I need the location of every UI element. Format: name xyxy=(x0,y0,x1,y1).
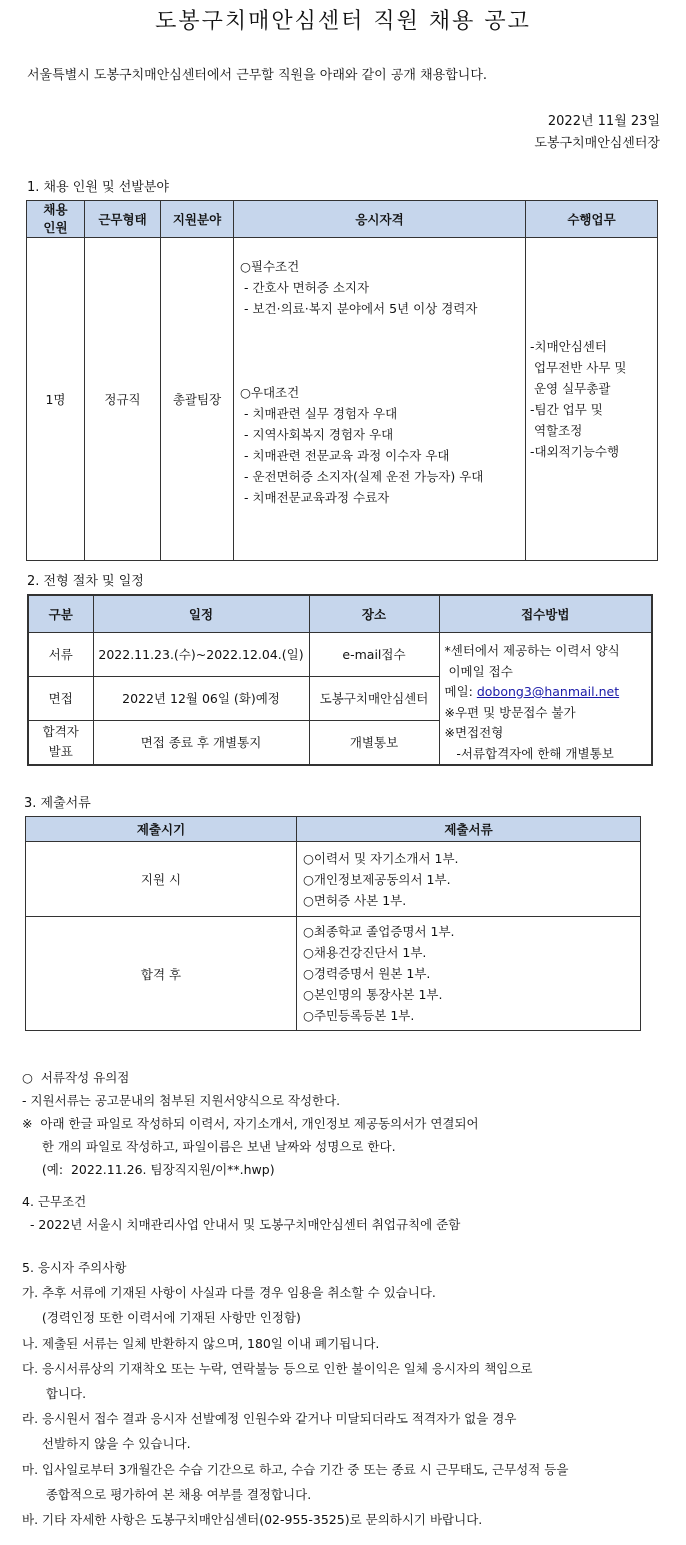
caution-line: 종합적으로 평가하여 본 채용 여부를 결정합니다. xyxy=(22,1486,312,1502)
notice-date: 2022년 11월 23일 xyxy=(547,114,660,129)
header-method: 접수방법 xyxy=(439,595,652,633)
caution-line: (경력인정 또한 이력서에 기재된 사항만 인정함) xyxy=(22,1310,301,1326)
doc-item: ○주민등록등본 1부. xyxy=(303,1008,415,1023)
caution-line: 합니다. xyxy=(22,1386,87,1402)
qual-line: - 치매관련 실무 경험자 우대 xyxy=(240,406,398,421)
header-count: 채용 인원 xyxy=(27,201,85,238)
note-line: (예: 2022.11.26. 팀장직지원/이**.hwp) xyxy=(22,1162,275,1177)
duty-line: 역할조정 xyxy=(530,423,583,438)
duty-line: 업무전반 사무 및 xyxy=(530,360,627,375)
section4 xyxy=(22,1190,460,1236)
intro-text: 서울특별시 도봉구치매안심센터에서 근무할 직원을 아래와 같이 공개 채용합니다. xyxy=(27,68,488,83)
doc-item: ○개인정보제공동의서 1부. xyxy=(303,871,451,887)
caution-line: 나. 제출된 서류는 일체 반환하지 않으며, 180일 이내 폐기됩니다. xyxy=(22,1335,380,1351)
section2-heading: 2. 전형 절차 및 일정 xyxy=(27,574,144,589)
section5-heading: 5. 응시자 주의사항 xyxy=(22,1260,127,1275)
cell-method xyxy=(439,633,652,766)
header-qualification: 응시자격 xyxy=(234,201,526,238)
caution-line: 마. 입사일로부터 3개월간은 수습 기간으로 하고, 수습 기간 중 또는 종료 시 근무태도, 근무성적 등을 xyxy=(22,1461,569,1477)
cell-docs xyxy=(297,917,641,1031)
caution-line: 가. 추후 서류에 기재된 사항이 사실과 다를 경우 임용을 취소할 수 있습니다. xyxy=(22,1285,436,1301)
qual-spacer xyxy=(240,361,519,382)
cell-count: 1명 xyxy=(27,238,85,561)
cell-place: 개별통보 xyxy=(309,720,439,765)
header-type: 근무형태 xyxy=(85,201,161,238)
cell-field: 총괄팀장 xyxy=(161,238,234,561)
section1-heading: 1. 채용 인원 및 선발분야 xyxy=(27,180,169,195)
header-schedule: 일정 xyxy=(93,595,309,633)
method-line: 이메일 접수 xyxy=(444,663,513,679)
cell-schedule: 2022년 12월 06일 (화)예정 xyxy=(93,676,309,720)
qual-line: - 보건·의료·복지 분야에서 5년 이상 경력자 xyxy=(240,301,478,316)
note-line: 한 개의 파일로 작성하고, 파일이름은 보낸 날짜와 성명으로 한다. xyxy=(22,1139,396,1154)
header-field: 지원분야 xyxy=(161,201,234,238)
table-row xyxy=(27,238,658,561)
caution-line: 선발하지 않을 수 있습니다. xyxy=(22,1436,191,1452)
qual-line: ○우대조건 xyxy=(240,385,300,400)
qual-line: - 치매전문교육과정 수료자 xyxy=(240,490,390,505)
caution-line: 라. 응시원서 접수 결과 응시자 선발예정 인원수와 같거나 미달되더라도 적격자가 없을 경우 xyxy=(22,1411,517,1427)
header-category: 구분 xyxy=(28,595,93,633)
doc-item: ○최종학교 졸업증명서 1부. xyxy=(303,924,455,939)
cell-qualification xyxy=(234,238,526,561)
cell-timing: 지원 시 xyxy=(26,842,297,917)
qual-line: - 간호사 면허증 소지자 xyxy=(240,280,370,295)
method-line: -서류합격자에 한해 개별통보 xyxy=(444,745,614,761)
method-line: ※면접전형 xyxy=(444,725,504,740)
doc-item: ○채용건강진단서 1부. xyxy=(303,945,427,960)
duty-line: 운영 실무총괄 xyxy=(530,381,611,396)
section3-heading: 3. 제출서류 xyxy=(24,796,91,811)
duty-line: -팀간 업무 및 xyxy=(530,402,603,417)
header-timing: 제출시기 xyxy=(26,817,297,842)
duty-line: -치매안심센터 xyxy=(530,339,607,354)
method-line: ※우편 및 방문접수 불가 xyxy=(444,704,576,720)
cell-category: 면접 xyxy=(28,676,93,720)
header-docs: 제출서류 xyxy=(297,817,641,842)
mail-label: 메일: xyxy=(444,684,477,699)
cell-category: 합격자 발표 xyxy=(28,720,93,765)
table-row xyxy=(26,917,641,1031)
qual-spacer xyxy=(240,340,519,361)
notice-signer: 도봉구치매안심센터장 xyxy=(534,136,660,151)
section4-line: - 2022년 서울시 치매관리사업 안내서 및 도봉구치매안심센터 취업규칙에 준함 xyxy=(22,1217,461,1232)
cell-schedule: 2022.11.23.(수)~2022.12.04.(일) xyxy=(93,633,309,677)
note-line: - 지원서류는 공고문내의 첨부된 지원서양식으로 작성한다. xyxy=(22,1093,341,1108)
caution-line: 바. 기타 자세한 사항은 도봉구치매안심센터(02-955-3525)로 문의하시기 바랍니다. xyxy=(22,1512,483,1528)
doc-item: ○경력증명서 원본 1부. xyxy=(303,966,431,981)
section5 xyxy=(22,1255,568,1532)
method-line: *센터에서 제공하는 이력서 양식 xyxy=(444,643,620,658)
cell-timing: 합격 후 xyxy=(26,917,297,1031)
caution-line: 다. 응시서류상의 기재착오 또는 누락, 연락불능 등으로 인한 불이익은 일체 응시자의 책임으로 xyxy=(22,1360,533,1376)
duty-line: -대외적기능수행 xyxy=(530,444,620,459)
table-row xyxy=(28,633,652,677)
qual-line: - 지역사회복지 경험자 우대 xyxy=(240,427,394,442)
doc-item: ○면허증 사본 1부. xyxy=(303,892,407,908)
cell-schedule: 면접 종료 후 개별통지 xyxy=(93,720,309,765)
header-place: 장소 xyxy=(309,595,439,633)
doc-item: ○본인명의 통장사본 1부. xyxy=(303,987,443,1002)
schedule-table xyxy=(27,594,653,766)
cell-type: 정규직 xyxy=(85,238,161,561)
qual-line: ○필수조건 xyxy=(240,259,300,274)
documents-table xyxy=(25,816,641,1031)
email-link[interactable]: dobong3@hanmail.net xyxy=(476,684,620,699)
note-line: ※ 아래 한글 파일로 작성하되 이력서, 자기소개서, 개인정보 제공동의서가 연결되어 xyxy=(22,1116,479,1131)
cell-category: 서류 xyxy=(28,633,93,677)
cell-duty xyxy=(526,238,658,561)
cell-docs xyxy=(297,842,641,917)
qual-line: - 운전면허증 소지자(실제 운전 가능자) 우대 xyxy=(240,469,484,484)
table-row xyxy=(26,842,641,917)
writing-notes xyxy=(22,1066,479,1181)
qual-spacer xyxy=(240,319,519,340)
method-mail-line xyxy=(445,682,647,703)
page-title: 도봉구치매안심센터 직원 채용 공고 xyxy=(155,9,531,34)
qual-line: - 치매관련 전문교육 과정 이수자 우대 xyxy=(240,448,450,463)
recruitment-table xyxy=(26,200,658,561)
cell-place: e-mail접수 xyxy=(309,633,439,677)
cell-place: 도봉구치매안심센터 xyxy=(309,676,439,720)
section4-heading: 4. 근무조건 xyxy=(22,1194,87,1209)
note-line: ○ 서류작성 유의점 xyxy=(22,1070,130,1085)
doc-item: ○이력서 및 자기소개서 1부. xyxy=(303,850,459,866)
header-duty: 수행업무 xyxy=(526,201,658,238)
